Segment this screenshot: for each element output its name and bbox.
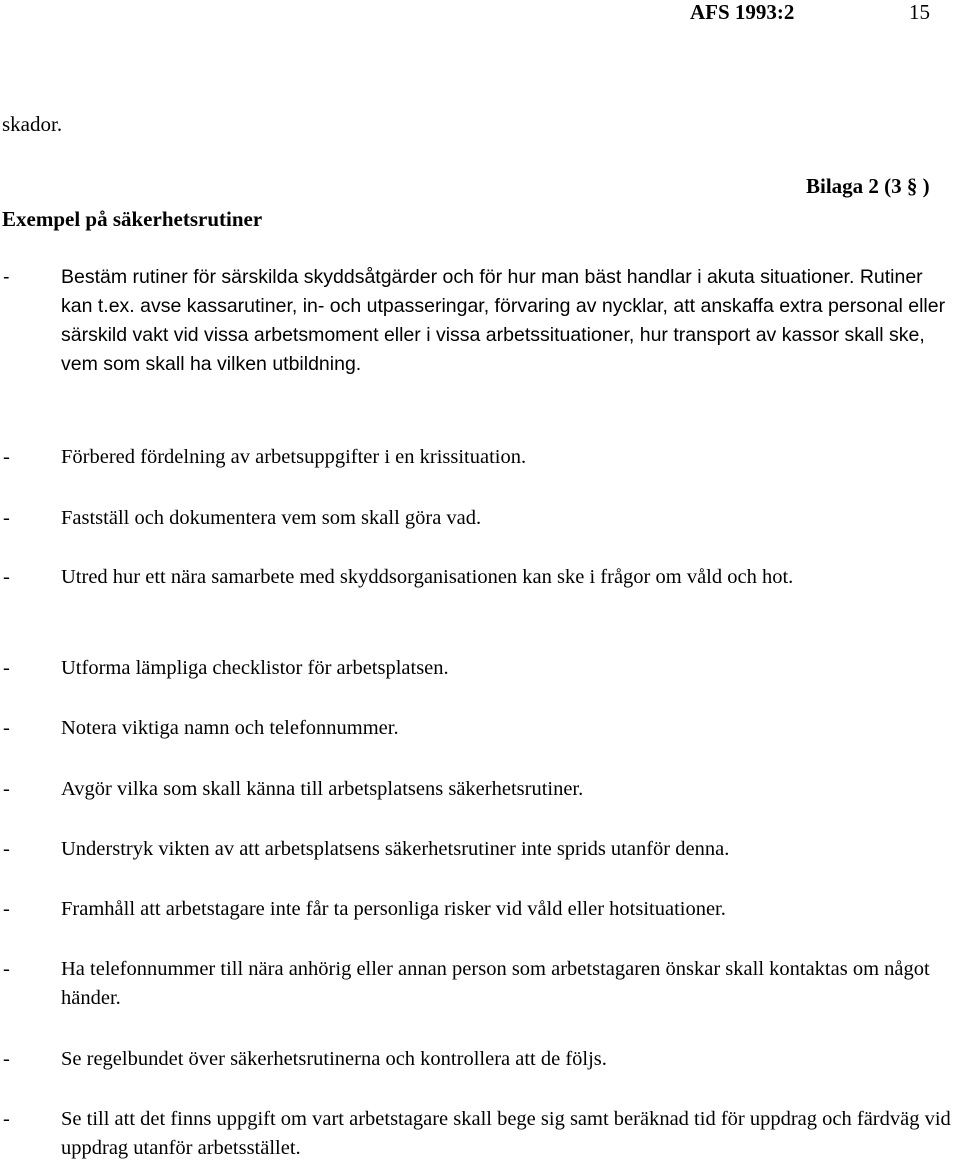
list-item (0, 955, 955, 1013)
list-item (0, 654, 955, 683)
list-item (0, 714, 955, 743)
list-item (0, 1045, 955, 1074)
list-item (0, 895, 955, 924)
list-bullet: - (3, 838, 10, 860)
page-number: 15 (909, 0, 930, 24)
list-item-text: Notera viktiga namn och telefonnummer. (61, 717, 399, 739)
list-bullet: - (3, 657, 10, 679)
list-bullet: - (3, 266, 10, 288)
list-bullet: - (3, 1108, 10, 1130)
list-item-text: Se regelbundet över säkerhetsrutinerna och kontrollera att de följs. (61, 1048, 607, 1070)
list-item (0, 775, 955, 804)
list-item-text: Framhåll att arbetstagare inte får ta personliga risker vid våld eller hotsituationer. (61, 898, 726, 920)
list-item-text: Utred hur ett nära samarbete med skyddsorganisationen kan ske i frågor om våld och hot. (61, 566, 794, 588)
list-bullet: - (3, 958, 10, 980)
list-item-text: Ha telefonnummer till nära anhörig eller annan person som arbetstagaren önskar skall kontaktas om något händer. (61, 958, 930, 1009)
appendix-label: Bilaga 2 (3 § ) (806, 174, 930, 198)
list-item-text: Bestäm rutiner för särskilda skyddsåtgärder och för hur man bäst handlar i akuta situationer. Rutiner kan t.ex. avse kassarutiner, in- och utpasseringar, förvaring av nycklar, att anskaffa extra personal eller särskild vakt vid vissa arbetsmoment eller i vissa arbetssituationer, hur transport av kassor skall ske, vem som skall ha vilken utbildning. (61, 266, 946, 375)
list-bullet: - (3, 778, 10, 800)
document-id: AFS 1993:2 (690, 0, 795, 24)
list-item-text: Understryk vikten av att arbetsplatsens säkerhetsrutiner inte sprids utanför denna. (61, 838, 730, 860)
list-item (0, 1105, 955, 1163)
list-bullet: - (3, 566, 10, 588)
list-bullet: - (3, 507, 10, 529)
list-item-text: Utforma lämpliga checklistor för arbetsplatsen. (61, 657, 449, 679)
list-item (0, 263, 955, 379)
list-bullet: - (3, 898, 10, 920)
list-bullet: - (3, 1048, 10, 1070)
list-bullet: - (3, 717, 10, 739)
continued-text: skador. (2, 112, 63, 136)
list-item (0, 504, 955, 533)
list-item-text: Fastställ och dokumentera vem som skall göra vad. (61, 507, 482, 529)
list-item (0, 563, 955, 592)
list-item-text: Förbered fördelning av arbetsuppgifter i en krissituation. (61, 446, 527, 468)
list-item-text: Avgör vilka som skall känna till arbetsplatsens säkerhetsrutiner. (61, 778, 584, 800)
section-title: Exempel på säkerhetsrutiner (2, 207, 263, 231)
list-item-text: Se till att det finns uppgift om vart arbetstagare skall bege sig samt beräknad tid för uppdrag och färdväg vid uppdrag utanför arbetsstället. (61, 1108, 951, 1159)
list-item (0, 835, 955, 864)
list-item (0, 443, 955, 472)
list-bullet: - (3, 446, 10, 468)
